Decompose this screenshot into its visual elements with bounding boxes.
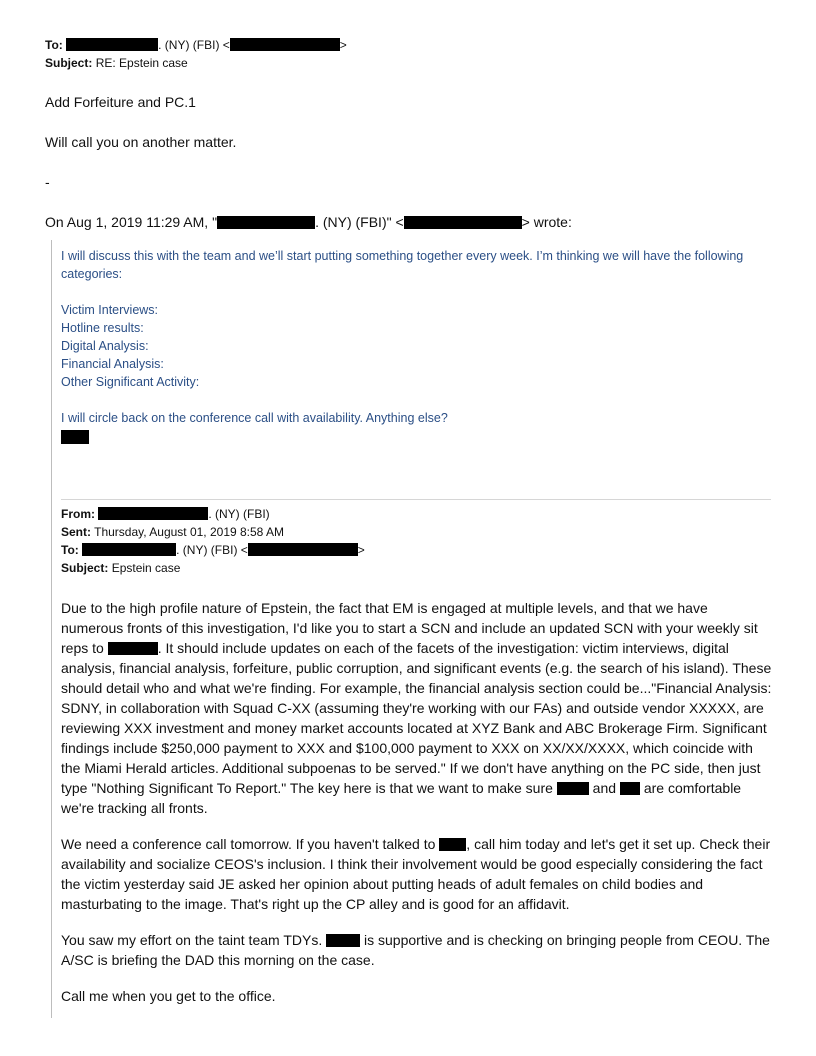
to-suffix: . (NY) (FBI) < [176, 543, 248, 557]
to-line [61, 541, 771, 559]
body-text: . It should include updates on each of the facets of the investigation: victim interviews, digital analysis, financial analysis, forfeiture, public corruption, and significant events (e.g. the search of his island). These should detail who and what we're finding. For example, the financial analysis section could be..."Financial Analysis: SDNY, in collaboration with Squad C-XX (assuming they're working with our FAs) and outside vendor XXXXX, are reviewing XXX investment and money market accounts located at XYZ Bank and ABC Brokerage Firm. Significant findings include $250,000 payment to XXX and $100,000 payment to XXX on XX/XX/XXXX, which coincide with the Miami Herald articles. Additional subpoenas to be served." If we don't have anything on the PC side, then just type "Nothing Significant To Report." The key here is that we want to make sure [61, 640, 772, 796]
sent-label: Sent: [61, 525, 91, 539]
to-end: > [339, 38, 347, 52]
reply-to-line [45, 36, 765, 54]
reply-subject-line [45, 54, 765, 72]
original-header [61, 505, 771, 577]
to-suffix: . (NY) (FBI) < [158, 38, 230, 52]
quote-bar [51, 240, 52, 1018]
category-item: Other Significant Activity: [61, 375, 200, 389]
redaction-block [98, 507, 208, 520]
quote-intro-start: On Aug 1, 2019 11:29 AM, " [45, 214, 218, 230]
redaction-block [326, 934, 360, 947]
quoted-para-1: I will discuss this with the team and we’ll start putting something together every week. I’m thinking we will have the following categories: [61, 249, 744, 281]
subject-label: Subject: [61, 561, 109, 575]
redaction-block [217, 216, 315, 229]
body-para-3 [61, 930, 773, 970]
body-text: You saw my effort on the taint team TDYs. [61, 932, 327, 948]
reply-line-2: Will call you on another matter. [45, 134, 237, 150]
reply-line-1: Add Forfeiture and PC.1 [45, 94, 196, 110]
body-para-4: Call me when you get to the office. [61, 988, 276, 1004]
redaction-block [439, 838, 466, 851]
body-text: and [588, 780, 620, 796]
sent-text: Thursday, August 01, 2019 8:58 AM [94, 525, 285, 539]
quoted-reply [61, 247, 771, 447]
to-label: To: [45, 38, 63, 52]
category-list [61, 301, 771, 391]
body-text: We need a conference call tomorrow. If you haven't talked to [61, 836, 440, 852]
redaction-block [82, 543, 176, 556]
to-end: > [357, 543, 365, 557]
category-item: Victim Interviews: [61, 303, 159, 317]
redaction-block [557, 782, 589, 795]
body-para-2 [61, 834, 773, 914]
body-text: are comfortable we're tracking all fronts. [61, 780, 742, 816]
quoted-para-2: I will circle back on the conference call with availability. Anything else? [61, 411, 448, 425]
body-text: is supportive and is checking on bringing people from CEOU. The A/SC is briefing the DAD this morning on the case. [61, 932, 770, 968]
quote-intro [45, 212, 775, 232]
redaction-block [620, 782, 640, 795]
original-body [61, 598, 773, 1022]
reply-line-3: - [45, 174, 50, 190]
redaction-block [404, 216, 522, 229]
subject-text: RE: Epstein case [95, 56, 188, 70]
category-item: Hotline results: [61, 321, 144, 335]
from-line [61, 505, 771, 523]
redaction-block-signature [61, 430, 89, 444]
redaction-block [108, 642, 158, 655]
body-text: Due to the high profile nature of Epstein, the fact that EM is engaged at multiple levels, and that we have numerous fronts of this investigation, I'd like you to start a SCN and include an updated SCN with your weekly sit reps to [61, 600, 758, 656]
to-label: To: [61, 543, 79, 557]
sent-line [61, 523, 771, 541]
body-text: , call him today and let's get it set up. Check their availability and socialize CEOS's inclusion. I think their involvement would be good especially considering the fact the victim yesterday said JE asked her opinion about putting heads of adult females on child bodies and masturbating to the image. That's right up the CP alley and is good for an affidavit. [61, 836, 771, 912]
from-label: From: [61, 507, 95, 521]
quote-intro-mid: . (NY) (FBI)" < [315, 214, 404, 230]
subject-text: Epstein case [111, 561, 181, 575]
subject-line [61, 559, 771, 577]
message-divider [61, 499, 771, 500]
category-item: Financial Analysis: [61, 357, 164, 371]
reply-header [45, 36, 765, 72]
subject-label: Subject: [45, 56, 93, 70]
body-para-1 [61, 598, 773, 818]
redaction-block [230, 38, 340, 51]
redaction-block [66, 38, 158, 51]
category-item: Digital Analysis: [61, 339, 149, 353]
from-suffix: . (NY) (FBI) [208, 507, 270, 521]
quote-intro-end: > wrote: [521, 214, 572, 230]
redaction-block [248, 543, 358, 556]
